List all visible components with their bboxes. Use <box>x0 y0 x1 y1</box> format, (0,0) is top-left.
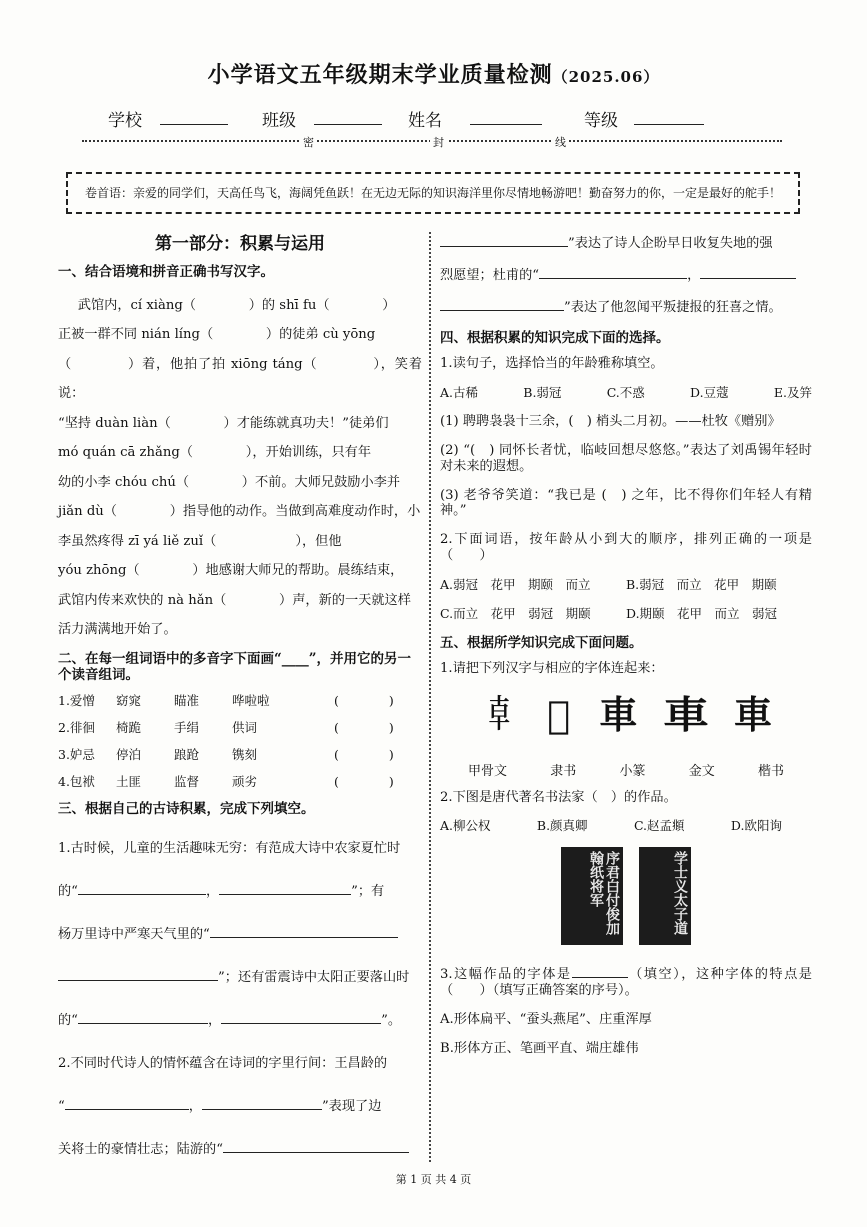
option: B.弱冠 而立 花甲 期颐 <box>626 576 777 592</box>
school-label: 学校 <box>108 111 142 131</box>
title-date: （2025.06） <box>552 68 660 86</box>
s5-q3-option-a: A.形体扁平、“蚕头燕尾”、庄重浑厚 <box>440 1012 652 1028</box>
script-glyphs <box>480 690 772 740</box>
motto-text: 卷首语：亲爱的同学们，天高任鸟飞，海阔凭鱼跃！在无边无际的知识海洋里你尽情地畅游吧！勤奋努力的你，一定是最好的舵手！ <box>84 186 781 200</box>
question-text: ”表现了边 <box>321 1099 382 1115</box>
answer-blank[interactable]: ( ) <box>334 719 394 735</box>
passage-line: 武馆内，cí xiàng（ ）的 shī fu（ ） <box>77 297 396 313</box>
seal-line <box>82 136 782 149</box>
option: D.欧阳询 <box>730 818 782 834</box>
s5-q2: 2.下图是唐代著名书法家（ ）的作品。 <box>440 789 677 805</box>
poem-blank[interactable] <box>202 1095 322 1110</box>
comma: ， <box>205 884 220 900</box>
word: 手绢 <box>174 719 200 735</box>
passage-line: 正被一群不同 nián líng（ ）的徒弟 cù yōng <box>58 327 376 343</box>
word: 供词 <box>232 719 258 735</box>
column-divider <box>429 232 431 1162</box>
poem-blank[interactable] <box>58 966 218 981</box>
word: 停泊 <box>116 746 142 762</box>
quote-close: ”。 <box>381 1013 402 1029</box>
word: 监督 <box>174 773 200 789</box>
passage-line: “坚持 duàn liàn（ ）才能练就真功夫！”徒弟们 <box>58 415 389 431</box>
question-text: 关将士的豪情壮志；陆游的“ <box>58 1142 223 1158</box>
name-label: 姓名 <box>408 111 442 131</box>
word: 2.徘徊 <box>58 719 95 735</box>
passage-line: 活力满满地开始了。 <box>58 622 177 638</box>
option: B.弱冠 <box>523 385 562 401</box>
comma: ， <box>207 1013 222 1029</box>
glyph-oracle[interactable]: 𠦝 <box>480 692 519 737</box>
script-label[interactable]: 金文 <box>688 763 715 779</box>
title-text: 小学语文五年级期末学业质量检测 <box>207 62 553 88</box>
option: A.柳公权 <box>440 818 491 834</box>
answer-blank[interactable]: ( ) <box>334 773 394 789</box>
passage-line: 武馆内传来欢快的 nà hǎn（ ）声，新的一天就这样 <box>58 592 411 608</box>
passage-line: yóu zhōng（ ）地感谢大师兄的帮助。晨练结束， <box>58 563 404 579</box>
word: 土匪 <box>116 773 142 789</box>
word: 踉跄 <box>174 746 200 762</box>
part1-title: 第一部分：积累与运用 <box>155 234 325 254</box>
passage-line: 李虽然疼得 zī yá liě zuǐ（ ），但他 <box>58 533 342 549</box>
calligraphy-rubbing-left: 序君白付俊加翰纸将军 <box>561 847 623 945</box>
class-field[interactable] <box>314 124 382 125</box>
s4-item-3: (3) 老爷爷笑道：“我已是 ( ) 之年，比不得你们年轻人有精神。” <box>440 487 812 519</box>
word: 椅跪 <box>116 719 142 735</box>
order-options-row-1 <box>440 577 812 592</box>
section1-title: 一、结合语境和拼音正确书写汉字。 <box>58 264 274 281</box>
left-column <box>58 228 422 1171</box>
quote-open: 的“ <box>58 1013 78 1029</box>
question-text: ”表达了他忽闻平叛捷报的狂喜之情。 <box>564 300 782 315</box>
right-column <box>440 228 812 1070</box>
comma: ， <box>687 268 701 283</box>
question-text: 1.古时候，儿童的生活趣味无穷：有范成大诗中农家夏忙时 <box>58 841 401 857</box>
option: A.古稀 <box>440 385 479 401</box>
word: 瞄准 <box>174 692 200 708</box>
quote-open: 的“ <box>58 884 78 900</box>
answer-blank[interactable]: ( ) <box>334 746 394 762</box>
section2-title: 二、在每一组词语中的多音字下面画“____”，并用它的另一个读音组词。 <box>58 650 412 683</box>
poem-blank[interactable] <box>78 880 206 895</box>
quote-close: ”；有 <box>351 884 385 900</box>
section3-title: 三、根据自己的古诗积累，完成下列填空。 <box>58 800 315 817</box>
question-text: ”表达了诗人企盼早日收复失地的强 <box>568 236 773 251</box>
script-labels <box>468 764 784 780</box>
poem-blank[interactable] <box>221 1009 381 1024</box>
pinyin-passage <box>58 291 422 645</box>
answer-blank[interactable]: ( ) <box>334 692 394 708</box>
passage-line: mó quán cā zhǎng（ ），开始训练，只有年 <box>58 445 372 461</box>
order-options-row-2 <box>440 606 812 621</box>
option: B.颜真卿 <box>536 818 588 834</box>
passage-line: （ ）着，他拍了拍 xiōng táng（ ），笑着说： <box>58 356 422 402</box>
option: C.而立 花甲 弱冠 期颐 <box>440 605 591 621</box>
poem-blank[interactable] <box>223 1138 409 1153</box>
polyphone-row-3 <box>58 747 422 762</box>
option: D.豆蔻 <box>690 385 729 401</box>
poem-blank[interactable] <box>219 880 351 895</box>
polyphone-row-4 <box>58 774 422 789</box>
class-label: 班级 <box>262 111 296 131</box>
script-label[interactable]: 隶书 <box>550 763 577 779</box>
word: 顽劣 <box>232 773 258 789</box>
glyph-clerical-2[interactable]: 車 <box>662 692 709 738</box>
poem-continued <box>440 228 812 324</box>
grade-field[interactable] <box>634 124 704 125</box>
font-blank[interactable] <box>572 963 628 978</box>
script-label[interactable]: 小篆 <box>619 763 646 779</box>
page-footer: 第 1 页 共 4 页 <box>395 1173 472 1186</box>
seal-char-3: 线 <box>552 134 569 150</box>
glyph-seal[interactable]: 𨋤 <box>547 692 571 738</box>
grade-label: 等级 <box>584 111 618 131</box>
section5-title: 五、根据所学知识完成下面问题。 <box>440 634 643 651</box>
poem-blank[interactable] <box>700 264 796 279</box>
question-text: 3.这幅作品的字体是 <box>440 967 572 983</box>
name-field[interactable] <box>470 124 542 125</box>
polyphone-row-1 <box>58 693 422 708</box>
question-text: 2.不同时代诗人的情怀蕴含在诗词的字里行间：王昌龄的 <box>58 1056 388 1072</box>
poem-blank[interactable] <box>78 1009 208 1024</box>
question-text: 烈愿望；杜甫的“ <box>440 268 540 283</box>
s4-q1: 1.读句子，选择恰当的年龄雅称填空。 <box>440 356 664 372</box>
poem-q1 <box>58 827 422 1171</box>
school-field[interactable] <box>160 124 228 125</box>
poem-blank[interactable] <box>65 1095 189 1110</box>
option: A.弱冠 花甲 期颐 而立 <box>440 576 591 592</box>
poem-blank[interactable] <box>539 264 687 279</box>
option: E.及笄 <box>773 385 812 401</box>
option: C.不惑 <box>606 385 645 401</box>
calligrapher-options <box>440 818 782 833</box>
calligraphy-image <box>440 847 812 945</box>
seal-char-1: 密 <box>300 134 317 150</box>
exam-title <box>0 58 867 89</box>
s5-q3-option-b: B.形体方正、笔画平直、端庄雄伟 <box>440 1040 639 1056</box>
polyphone-row-2 <box>58 720 422 735</box>
word: 3.妒忌 <box>58 746 95 762</box>
age-options <box>440 385 812 400</box>
s4-item-1: (1) 聘聘袅袅十三余，( ) 梢头二月初。——杜牧《赠别》 <box>440 414 781 430</box>
question-text: 杨万里诗中严寒天气里的“ <box>58 927 210 943</box>
question-text: ”；还有雷震诗中太阳正要落山时 <box>218 970 410 986</box>
script-label[interactable]: 甲骨文 <box>468 763 508 779</box>
word: 4.包袱 <box>58 773 95 789</box>
word: 窈窕 <box>116 692 142 708</box>
seal-char-2: 封 <box>430 134 447 150</box>
s4-item-2: (2) “( ) 同怀长者忧，临岐回想尽悠悠。”表达了刘禹锡年轻时对未来的遐想。 <box>440 442 812 474</box>
s5-q1: 1.请把下列汉字与相应的字体连起来： <box>440 661 664 677</box>
motto-box <box>66 172 800 214</box>
passage-line: jiǎn dù（ ）指导他的动作。当做到高难度动作时，小 <box>58 504 421 520</box>
word: 哗啦啦 <box>232 692 270 708</box>
question-text: （填空），这种字体的特点是（ ）（填写正确答案的序号）。 <box>440 967 812 999</box>
script-label[interactable]: 楷书 <box>757 763 784 779</box>
option: D.期颐 花甲 而立 弱冠 <box>626 605 778 621</box>
calligraphy-rubbing-right: 学士义太子道 <box>639 847 691 945</box>
passage-line: 幼的小李 chóu chú（ ）不前。大师兄鼓励小李并 <box>58 474 401 490</box>
option: C.赵孟頫 <box>633 818 685 834</box>
comma: ， <box>188 1099 202 1115</box>
s4-q2: 2.下面词语，按年龄从小到大的顺序，排列正确的一项是（ ） <box>440 532 812 564</box>
glyph-regular[interactable]: 車 <box>733 692 772 738</box>
word: 镌刻 <box>232 746 258 762</box>
poem-blank[interactable] <box>210 923 398 938</box>
glyph-clerical[interactable]: 車 <box>599 692 638 738</box>
poem-blank[interactable] <box>440 232 568 247</box>
quote-open: “ <box>58 1099 65 1115</box>
word: 1.爱憎 <box>58 692 95 708</box>
poem-blank[interactable] <box>440 296 564 311</box>
section4-title: 四、根据积累的知识完成下面的选择。 <box>440 330 670 346</box>
s5-q3 <box>440 963 812 999</box>
